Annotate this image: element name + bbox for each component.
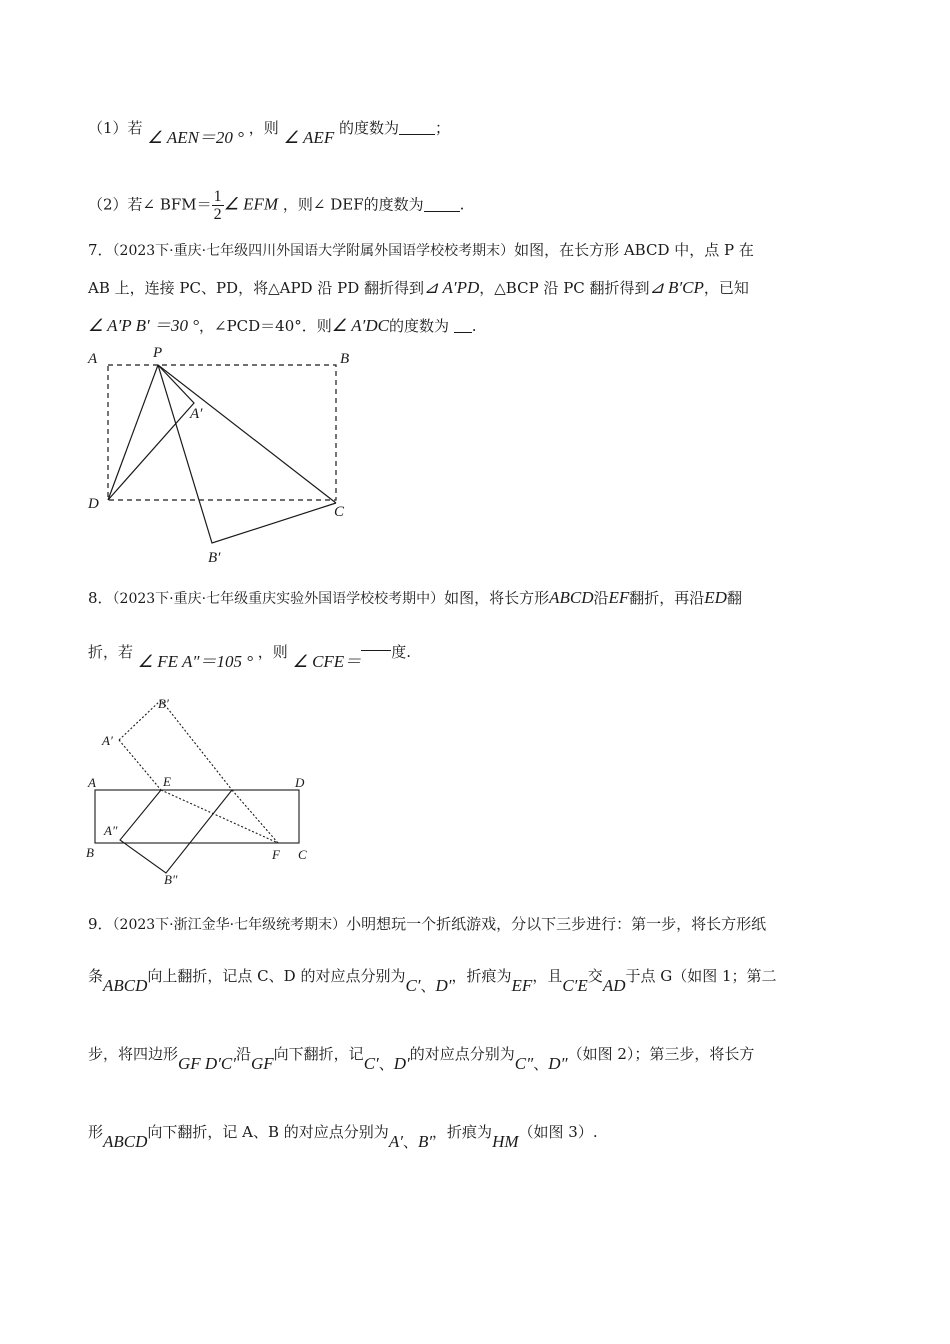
- answer-blank: [361, 650, 391, 651]
- q7-line3: ∠ A′P B′ ＝30 °，∠PCD＝40°．则∠ A′DC的度数为 .: [88, 316, 477, 335]
- fig8-label-b-prime: B′: [158, 696, 169, 711]
- q9-line2: 条ABCD向上翻折，记点 C、D 的对应点分别为C′、D′，折痕为EF，且C′E交AD于点 G（如图 1；第二: [88, 967, 777, 995]
- q7-figure: [108, 365, 336, 543]
- q9-line4: 形ABCD向下翻折，记 A、B 的对应点分别为A′、B′，折痕为HM（如图 3）.: [88, 1123, 598, 1151]
- q7-line2: AB 上，连接 PC、PD，将△APD 沿 PD 翻折得到⊿ A′PD，△BCP 沿 PC 翻折得到⊿ B′CP，已知: [88, 278, 749, 297]
- fig8-label-a-prime: A′: [102, 733, 113, 748]
- fig7-label-b: B: [340, 351, 350, 367]
- fig7-label-b-prime: B′: [208, 550, 221, 566]
- fig8-label-b-double-prime: B″: [164, 872, 178, 887]
- q7-line1: 7．（2023下·重庆·七年级四川外国语大学附属外国语学校校考期末）如图，在长方形 ABCD 中，点 P 在: [88, 241, 754, 259]
- fig7-label-a: A: [88, 351, 98, 367]
- q9-line1: 9．（2023下·浙江金华·七年级统考期末）小明想玩一个折纸游戏，分以下三步进行：第一步，将长方形纸: [88, 915, 767, 933]
- question-source: （2023下·重庆·七年级重庆实验外国语学校校考期中）: [112, 591, 445, 607]
- q8-figure: [95, 700, 299, 873]
- fraction-half: $\frac{1}{2}$: [213, 188, 222, 223]
- fig8-label-a: A: [88, 775, 96, 790]
- question-number: 7．: [88, 241, 113, 259]
- q6-part1-angle: ∠ AEN＝20 °: [147, 128, 244, 147]
- question-number: 9．: [88, 915, 113, 933]
- q8-line1: 8．（2023下·重庆·七年级重庆实验外国语学校校考期中）如图，将长方形ABCD沿EF翻折，再沿ED翻: [88, 588, 742, 607]
- q8-line2: 折，若 ∠ FE A″＝105 ° ，则 ∠ CFE＝ 度.: [88, 643, 411, 671]
- fig7-label-d: D: [88, 496, 99, 512]
- folded-quad-second: [120, 790, 232, 873]
- segment-pc: [158, 365, 336, 503]
- fig8-label-a-double-prime: A″: [104, 823, 118, 838]
- q6-part1-target: ∠ AEF: [283, 128, 335, 147]
- fig7-label-a-prime: A′: [190, 406, 203, 422]
- fig8-label-c: C: [298, 847, 307, 862]
- folded-strip-dotted: [119, 700, 232, 790]
- question-number: 8．: [88, 589, 113, 607]
- rectangle-abcd: [95, 790, 299, 843]
- q6-part1: （1）若 ∠ AEN＝20 ° ，则 ∠ AEF 的度数为 ；: [88, 119, 451, 147]
- rectangle-abcd-dashed: [108, 365, 336, 500]
- question-source: （2023下·重庆·七年级四川外国语大学附属外国语学校校考期末）: [112, 243, 515, 259]
- crease-ef-dotted: [161, 790, 278, 843]
- fig7-label-c: C: [334, 504, 345, 520]
- q6-part2-angle: ∠ EFM: [223, 194, 279, 214]
- fig8-label-b: B: [86, 845, 94, 860]
- fig8-label-f: F: [272, 847, 280, 862]
- fig8-label-e: E: [163, 774, 171, 789]
- q6-part2: （2）若∠ BFM＝ $\frac{1}{2}$ ∠ EFM ，则∠ DEF的度数为 .: [88, 188, 465, 223]
- segment-pd: [108, 365, 158, 500]
- fig7-label-p: P: [153, 345, 163, 361]
- triangle-bcp-folded: [158, 365, 336, 543]
- question-source: （2023下·浙江金华·七年级统考期末）: [112, 917, 347, 933]
- fig8-label-d: D: [295, 775, 305, 790]
- q9-line3: 步，将四边形GF D′C′沿GF向下翻折，记C′、D′的对应点分别为C″、D″（如图 2）；第三步，将长方: [88, 1045, 755, 1073]
